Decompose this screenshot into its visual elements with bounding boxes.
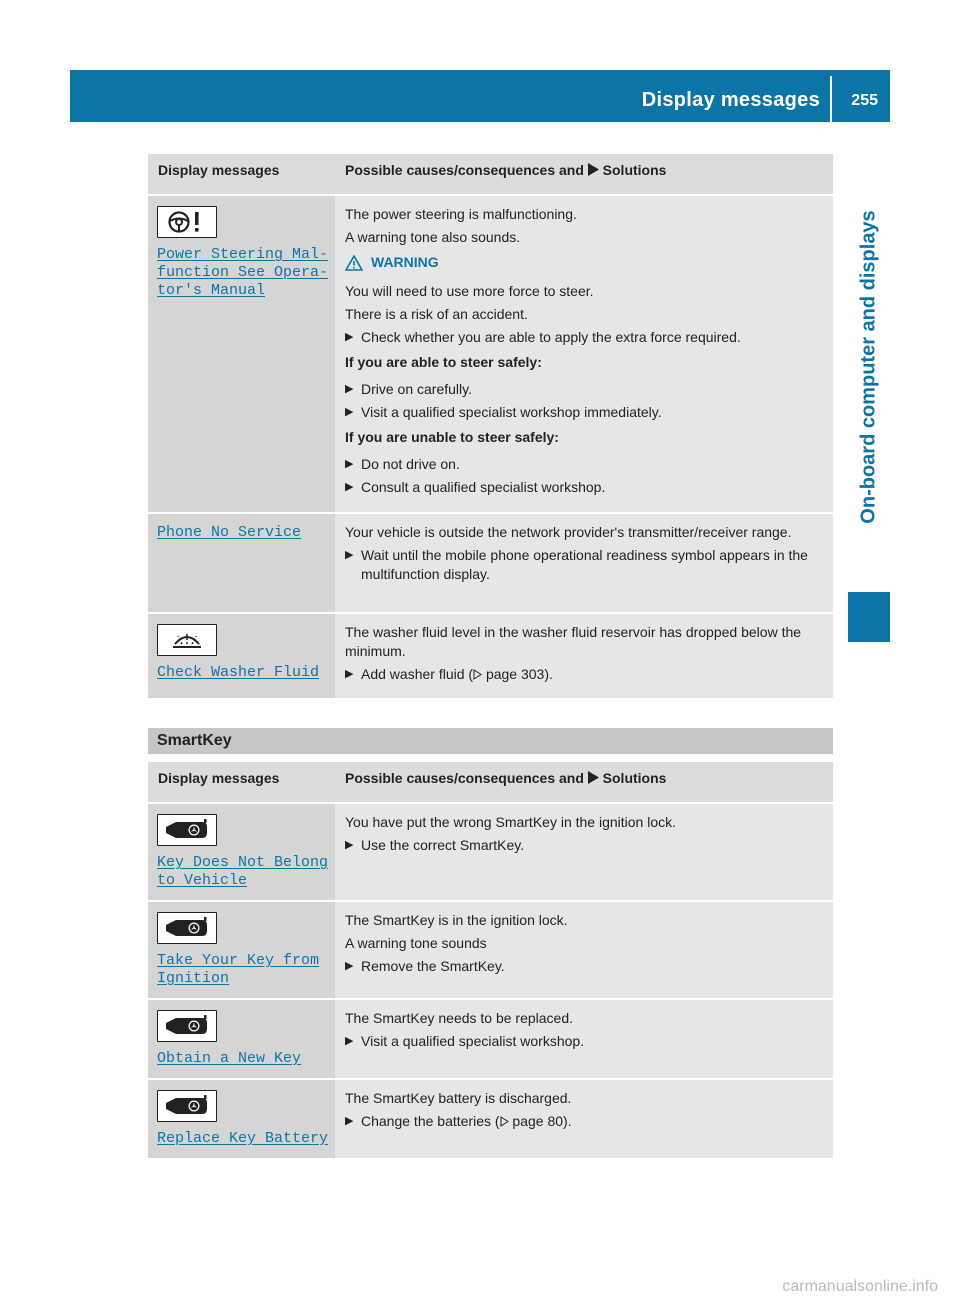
instruction-step [345,1032,827,1051]
smartkey-icon [157,1010,217,1042]
display-message-text: Replace Key Battery [157,1130,329,1147]
warning-triangle-icon [345,255,363,271]
instruction-step [345,1112,827,1131]
smartkey-icon [157,1090,217,1122]
step-text: Drive on carefully. [361,381,473,397]
display-message-text: Key Does Not Belong to Vehicle [157,854,329,889]
step-text-start: Change the batteries ( [361,1113,500,1129]
table-row [148,1079,833,1158]
side-chapter-label [846,142,892,592]
step-text: Do not drive on. [361,456,460,472]
instruction-step [345,665,827,684]
page-number: 255 [851,92,878,109]
play-arrow-icon [588,771,599,784]
col-header-causes-text: Possible causes/consequences and [345,770,588,786]
cause-text: The SmartKey needs to be replaced. [345,1010,574,1026]
play-arrow-icon [588,163,599,176]
step-text: Wait until the mobile phone operational readiness symbol appears in the multifunction display. [361,547,808,582]
watermark: carmanualsonline.info [782,1278,938,1295]
step-arrow-icon: ▶ [345,481,354,493]
page-ref-arrow-icon [473,669,482,680]
warning-text: You will need to use more force to steer. [345,283,594,299]
instruction-step [345,328,827,347]
step-text: Visit a qualified specialist workshop immediately. [361,404,662,420]
step-text-end: ). [544,666,553,682]
display-message-text: Obtain a New Key [157,1050,302,1067]
col-header-display-messages: Display messages [148,762,335,803]
page-ref-arrow-icon [500,1116,509,1127]
step-text: Use the correct SmartKey. [361,837,525,853]
smartkey-messages-table [148,762,833,1158]
instruction-step [345,455,827,474]
col-header-solutions-text: Solutions [598,770,667,786]
step-arrow-icon: ▶ [345,1115,354,1127]
step-arrow-icon: ▶ [345,549,354,561]
step-arrow-icon: ▶ [345,960,354,972]
step-text: Consult a qualified specialist workshop. [361,479,606,495]
col-header-display-messages: Display messages [148,154,335,195]
cause-text: You have put the wrong SmartKey in the ignition lock. [345,814,677,830]
warning-label: WARNING [371,254,439,270]
step-text [361,665,553,684]
step-arrow-icon: ▶ [345,383,354,395]
table-row [148,901,833,999]
display-message-text: Take Your Key from Ignition [157,952,320,987]
col-header-causes-solutions [335,154,833,195]
cause-text: A warning tone sounds [345,935,487,951]
display-message-text: Phone No Service [157,524,302,541]
col-header-solutions-text: Solutions [598,162,667,178]
page-ref-link[interactable]: page 80 [512,1113,564,1129]
step-text-end: ). [563,1113,572,1129]
step-arrow-icon: ▶ [345,406,354,418]
instruction-step [345,380,827,399]
smartkey-icon [157,814,217,846]
table-row [148,999,833,1079]
cause-text: The SmartKey is in the ignition lock. [345,912,568,928]
step-text: Check whether you are able to apply the extra force required. [361,329,741,345]
instruction-step [345,478,827,497]
side-chapter-text: On-board computer and displays [857,210,880,524]
table-row [148,195,833,513]
display-messages-table [148,154,833,698]
display-message-text: Power Steering Mal‐ function See Opera‐ tor's Manual [157,246,329,299]
instruction-step [345,957,827,976]
cause-text: The power steering is malfunctioning. [345,206,577,222]
safe-heading: If you are able to steer safely: [345,354,542,370]
instruction-step [345,836,827,855]
page-header-bar [70,70,890,122]
instruction-step [345,403,827,422]
display-message-text: Check Washer Fluid [157,664,320,681]
cause-text: The washer fluid level in the washer fluid reservoir has dropped below the minimum. [345,624,802,659]
section-heading-bar [148,728,833,754]
header-separator [830,76,832,122]
cause-text: A warning tone also sounds. [345,229,521,245]
page-ref-link[interactable]: page 303 [485,666,545,682]
unsafe-heading: If you are unable to steer safely: [345,429,559,445]
cause-text: The SmartKey battery is discharged. [345,1090,572,1106]
step-arrow-icon: ▶ [345,331,354,343]
smartkey-icon [157,912,217,944]
step-arrow-icon: ▶ [345,668,354,680]
table-row [148,613,833,698]
step-text-start: Add washer fluid ( [361,666,474,682]
warning-heading [345,253,827,272]
page-header-title: Display messages [641,89,820,111]
cause-text: Your vehicle is outside the network provider's transmitter/receiver range. [345,524,792,540]
table-row [148,513,833,613]
step-arrow-icon: ▶ [345,839,354,851]
power-steering-warning-icon [157,206,217,238]
table-row [148,803,833,901]
warning-text: There is a risk of an accident. [345,306,528,322]
step-text: Remove the SmartKey. [361,958,505,974]
side-chapter-tab [848,592,890,642]
step-text [361,1112,572,1131]
col-header-causes-solutions [335,762,833,803]
washer-fluid-icon [157,624,217,656]
instruction-step [345,546,827,584]
step-arrow-icon: ▶ [345,1035,354,1047]
section-heading: SmartKey [157,732,232,749]
step-text: Visit a qualified specialist workshop. [361,1033,585,1049]
step-arrow-icon: ▶ [345,458,354,470]
col-header-causes-text: Possible causes/consequences and [345,162,588,178]
